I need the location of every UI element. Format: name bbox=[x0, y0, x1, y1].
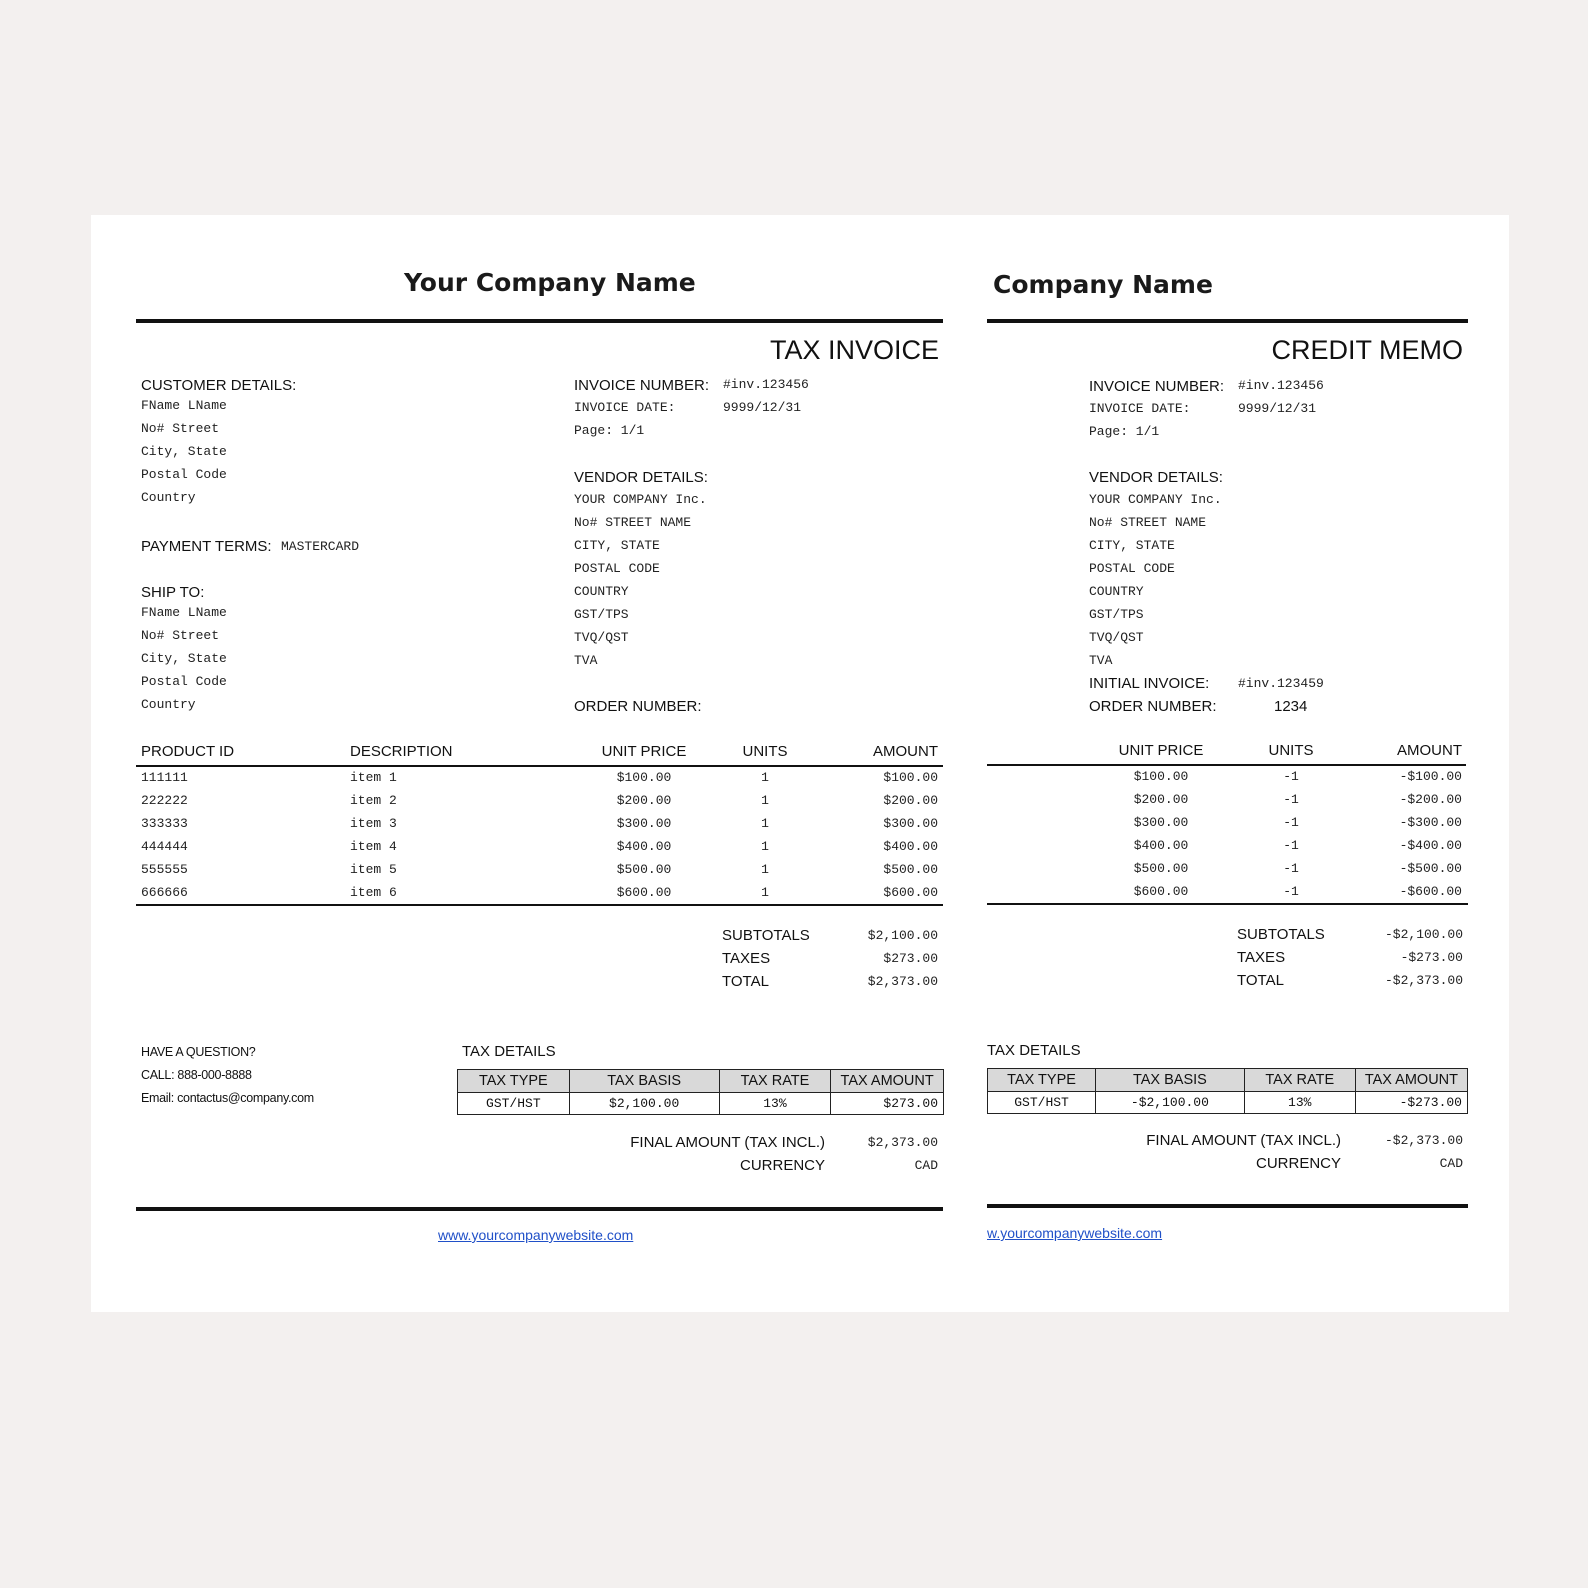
table-row bbox=[987, 815, 1509, 838]
vendor-line: POSTAL CODE bbox=[574, 561, 660, 576]
total-value: $2,373.00 bbox=[867, 974, 938, 989]
currency-value: CAD bbox=[914, 1158, 938, 1173]
amount-cell: $200.00 bbox=[883, 793, 938, 808]
tax-row bbox=[988, 1092, 1468, 1114]
footer-rule bbox=[987, 1204, 1468, 1208]
amount-cell: -$200.00 bbox=[1399, 792, 1462, 807]
email-link[interactable]: Email: contactus@company.com bbox=[141, 1091, 314, 1105]
col-product-id: PRODUCT ID bbox=[141, 743, 235, 760]
unit-price-cell: $400.00 bbox=[616, 839, 672, 854]
unit-price-cell: $400.00 bbox=[1133, 838, 1189, 853]
table-header-rule bbox=[987, 764, 1466, 766]
currency-label: CURRENCY bbox=[739, 1157, 825, 1174]
question-label: HAVE A QUESTION? bbox=[141, 1045, 256, 1059]
tax-rate-cell: 13% bbox=[1244, 1092, 1355, 1114]
table-row bbox=[91, 793, 951, 816]
units-cell: 1 bbox=[761, 862, 769, 877]
tax-details-table bbox=[457, 1069, 944, 1115]
header-rule bbox=[987, 319, 1468, 323]
description-cell: item 2 bbox=[350, 793, 397, 808]
final-amount-label: FINAL AMOUNT (TAX INCL.) bbox=[1146, 1132, 1341, 1149]
vendor-line: No# STREET NAME bbox=[1089, 515, 1207, 530]
doc-title: CREDIT MEMO bbox=[1271, 335, 1463, 365]
ship-to-line: Country bbox=[141, 697, 196, 712]
ship-to-line: No# Street bbox=[141, 628, 220, 643]
taxes-label: TAXES bbox=[1237, 949, 1286, 966]
final-amount-value: -$2,373.00 bbox=[1384, 1133, 1463, 1148]
ship-to-line: Postal Code bbox=[141, 674, 227, 689]
document-sheet bbox=[91, 215, 1509, 1312]
footer-rule bbox=[136, 1207, 943, 1211]
tax-type-header: TAX TYPE bbox=[458, 1070, 570, 1093]
amount-cell: $500.00 bbox=[883, 862, 938, 877]
tax-amount-header: TAX AMOUNT bbox=[831, 1070, 944, 1093]
table-row bbox=[91, 862, 951, 885]
company-name: Company Name bbox=[993, 270, 1213, 299]
product-id-cell: 111111 bbox=[141, 770, 188, 785]
unit-price-cell: $100.00 bbox=[1133, 769, 1189, 784]
total-value: -$2,373.00 bbox=[1384, 973, 1463, 988]
invoice-number-label: INVOICE NUMBER: bbox=[574, 377, 710, 394]
customer-line: Postal Code bbox=[141, 467, 227, 482]
col-amount: AMOUNT bbox=[1397, 742, 1462, 759]
vendor-line: POSTAL CODE bbox=[1089, 561, 1175, 576]
customer-line: No# Street bbox=[141, 421, 220, 436]
vendor-line: GST/TPS bbox=[574, 607, 629, 622]
call-text: CALL: 888-000-8888 bbox=[141, 1068, 252, 1082]
invoice-number-label: INVOICE NUMBER: bbox=[1089, 378, 1225, 395]
tax-rate-header: TAX RATE bbox=[719, 1070, 831, 1093]
subtotals-label: SUBTOTALS bbox=[722, 927, 810, 944]
invoice-date-value: 9999/12/31 bbox=[723, 400, 802, 415]
ship-to-details bbox=[141, 605, 227, 720]
unit-price-cell: $200.00 bbox=[1133, 792, 1189, 807]
total-label: TOTAL bbox=[722, 973, 769, 990]
tax-details-label: TAX DETAILS bbox=[462, 1043, 556, 1060]
table-row bbox=[987, 838, 1509, 861]
ship-to-label: SHIP TO: bbox=[141, 584, 205, 601]
invoice-date-value: 9999/12/31 bbox=[1238, 401, 1317, 416]
units-cell: -1 bbox=[1283, 792, 1299, 807]
vendor-line: No# STREET NAME bbox=[574, 515, 692, 530]
col-units: UNITS bbox=[1268, 742, 1314, 759]
tax-basis-header: TAX BASIS bbox=[1096, 1069, 1245, 1092]
col-units: UNITS bbox=[742, 743, 788, 760]
vendor-line: TVQ/QST bbox=[574, 630, 629, 645]
ship-to-line: City, State bbox=[141, 651, 227, 666]
table-row bbox=[987, 792, 1509, 815]
vendor-details-label: VENDOR DETAILS: bbox=[574, 469, 708, 486]
tax-basis-header: TAX BASIS bbox=[569, 1070, 719, 1093]
amount-cell: -$600.00 bbox=[1399, 884, 1462, 899]
tax-amount-cell: -$273.00 bbox=[1355, 1092, 1467, 1114]
tax-row bbox=[458, 1093, 944, 1115]
amount-cell: $600.00 bbox=[883, 885, 938, 900]
units-cell: -1 bbox=[1283, 769, 1299, 784]
description-cell: item 6 bbox=[350, 885, 397, 900]
description-cell: item 1 bbox=[350, 770, 397, 785]
final-amount-value: $2,373.00 bbox=[867, 1135, 938, 1150]
page-indicator: Page: 1/1 bbox=[1089, 424, 1160, 439]
customer-line: Country bbox=[141, 490, 196, 505]
tax-type-cell: GST/HST bbox=[458, 1093, 570, 1115]
vendor-line: COUNTRY bbox=[1089, 584, 1144, 599]
customer-details-label: CUSTOMER DETAILS: bbox=[141, 377, 297, 394]
units-cell: 1 bbox=[761, 839, 769, 854]
tax-header-row bbox=[458, 1070, 944, 1093]
product-id-cell: 666666 bbox=[141, 885, 188, 900]
table-row bbox=[91, 770, 951, 793]
taxes-value: $273.00 bbox=[883, 951, 938, 966]
unit-price-cell: $500.00 bbox=[1133, 861, 1189, 876]
vendor-details bbox=[574, 492, 707, 676]
invoice-number-value: #inv.123456 bbox=[723, 377, 809, 392]
ship-to-line: FName LName bbox=[141, 605, 227, 620]
initial-invoice-label: INITIAL INVOICE: bbox=[1089, 675, 1210, 692]
description-cell: item 3 bbox=[350, 816, 397, 831]
initial-invoice-value: #inv.123459 bbox=[1238, 676, 1324, 691]
vendor-line: TVA bbox=[574, 653, 598, 668]
customer-line: City, State bbox=[141, 444, 227, 459]
units-cell: -1 bbox=[1283, 861, 1299, 876]
unit-price-cell: $600.00 bbox=[616, 885, 672, 900]
tax-rate-cell: 13% bbox=[719, 1093, 831, 1115]
payment-terms-value: MASTERCARD bbox=[281, 539, 360, 554]
tax-type-header: TAX TYPE bbox=[988, 1069, 1096, 1092]
vendor-details-label: VENDOR DETAILS: bbox=[1089, 469, 1223, 486]
payment-terms-label: PAYMENT TERMS: bbox=[141, 538, 272, 555]
units-cell: 1 bbox=[761, 816, 769, 831]
customer-line: FName LName bbox=[141, 398, 227, 413]
website-link[interactable]: www.yourcompanywebsite.com bbox=[438, 1227, 634, 1243]
units-cell: -1 bbox=[1283, 815, 1299, 830]
tax-type-cell: GST/HST bbox=[988, 1092, 1096, 1114]
vendor-line: TVA bbox=[1089, 653, 1113, 668]
doc-title: TAX INVOICE bbox=[769, 335, 939, 365]
items-table bbox=[91, 770, 951, 908]
final-amount-label: FINAL AMOUNT (TAX INCL.) bbox=[630, 1134, 825, 1151]
amount-cell: $100.00 bbox=[883, 770, 938, 785]
amount-cell: -$500.00 bbox=[1399, 861, 1462, 876]
table-bottom-rule bbox=[136, 904, 943, 906]
subtotals-label: SUBTOTALS bbox=[1237, 926, 1325, 943]
order-number-label: ORDER NUMBER: bbox=[1089, 698, 1217, 715]
table-row bbox=[987, 861, 1509, 884]
col-unit-price: UNIT PRICE bbox=[601, 743, 687, 760]
unit-price-cell: $300.00 bbox=[1133, 815, 1189, 830]
header-rule bbox=[136, 319, 943, 323]
vendor-details bbox=[1089, 492, 1222, 676]
taxes-value: -$273.00 bbox=[1400, 950, 1463, 965]
unit-price-cell: $300.00 bbox=[616, 816, 672, 831]
tax-details-table bbox=[987, 1068, 1468, 1114]
tax-details-label: TAX DETAILS bbox=[987, 1042, 1081, 1059]
taxes-label: TAXES bbox=[722, 950, 771, 967]
table-row bbox=[987, 769, 1509, 792]
product-id-cell: 333333 bbox=[141, 816, 188, 831]
tax-amount-cell: $273.00 bbox=[831, 1093, 944, 1115]
vendor-line: CITY, STATE bbox=[574, 538, 660, 553]
table-bottom-rule bbox=[987, 903, 1468, 905]
table-header-rule bbox=[136, 765, 943, 767]
currency-value: CAD bbox=[1439, 1156, 1463, 1171]
col-description: DESCRIPTION bbox=[350, 743, 453, 760]
vendor-line: COUNTRY bbox=[574, 584, 629, 599]
vendor-line: YOUR COMPANY Inc. bbox=[574, 492, 707, 507]
description-cell: item 4 bbox=[350, 839, 397, 854]
vendor-line: CITY, STATE bbox=[1089, 538, 1175, 553]
product-id-cell: 444444 bbox=[141, 839, 188, 854]
tax-basis-cell: $2,100.00 bbox=[569, 1093, 719, 1115]
units-cell: -1 bbox=[1283, 838, 1299, 853]
amount-cell: -$100.00 bbox=[1399, 769, 1462, 784]
subtotals-value: -$2,100.00 bbox=[1384, 927, 1463, 942]
amount-cell: -$300.00 bbox=[1399, 815, 1462, 830]
order-number-value: 1234 bbox=[1274, 698, 1308, 715]
currency-label: CURRENCY bbox=[1255, 1155, 1341, 1172]
description-cell: item 5 bbox=[350, 862, 397, 877]
tax-amount-header: TAX AMOUNT bbox=[1355, 1069, 1467, 1092]
invoice-date-label: INVOICE DATE: bbox=[574, 400, 676, 415]
unit-price-cell: $500.00 bbox=[616, 862, 672, 877]
invoice-number-value: #inv.123456 bbox=[1238, 378, 1324, 393]
tax-invoice bbox=[91, 215, 951, 1312]
tax-basis-cell: -$2,100.00 bbox=[1096, 1092, 1245, 1114]
product-id-cell: 555555 bbox=[141, 862, 188, 877]
subtotals-value: $2,100.00 bbox=[867, 928, 938, 943]
table-row bbox=[91, 839, 951, 862]
order-number-label: ORDER NUMBER: bbox=[574, 698, 702, 715]
page-indicator: Page: 1/1 bbox=[574, 423, 645, 438]
col-amount: AMOUNT bbox=[873, 743, 938, 760]
amount-cell: -$400.00 bbox=[1399, 838, 1462, 853]
amount-cell: $400.00 bbox=[883, 839, 938, 854]
company-name: Your Company Name bbox=[404, 268, 696, 297]
invoice-date-label: INVOICE DATE: bbox=[1089, 401, 1191, 416]
unit-price-cell: $600.00 bbox=[1133, 884, 1189, 899]
tax-rate-header: TAX RATE bbox=[1244, 1069, 1355, 1092]
units-cell: 1 bbox=[761, 793, 769, 808]
table-row bbox=[91, 816, 951, 839]
tax-header-row bbox=[988, 1069, 1468, 1092]
amount-cell: $300.00 bbox=[883, 816, 938, 831]
items-table bbox=[987, 769, 1509, 907]
vendor-line: TVQ/QST bbox=[1089, 630, 1144, 645]
units-cell: 1 bbox=[761, 770, 769, 785]
total-label: TOTAL bbox=[1237, 972, 1284, 989]
website-link[interactable]: w.yourcompanywebsite.com bbox=[987, 1225, 1163, 1241]
credit-memo bbox=[987, 215, 1509, 1312]
unit-price-cell: $100.00 bbox=[616, 770, 672, 785]
product-id-cell: 222222 bbox=[141, 793, 188, 808]
vendor-line: GST/TPS bbox=[1089, 607, 1144, 622]
customer-details bbox=[141, 398, 227, 513]
unit-price-cell: $200.00 bbox=[616, 793, 672, 808]
vendor-line: YOUR COMPANY Inc. bbox=[1089, 492, 1222, 507]
units-cell: -1 bbox=[1283, 884, 1299, 899]
col-unit-price: UNIT PRICE bbox=[1118, 742, 1204, 759]
units-cell: 1 bbox=[761, 885, 769, 900]
